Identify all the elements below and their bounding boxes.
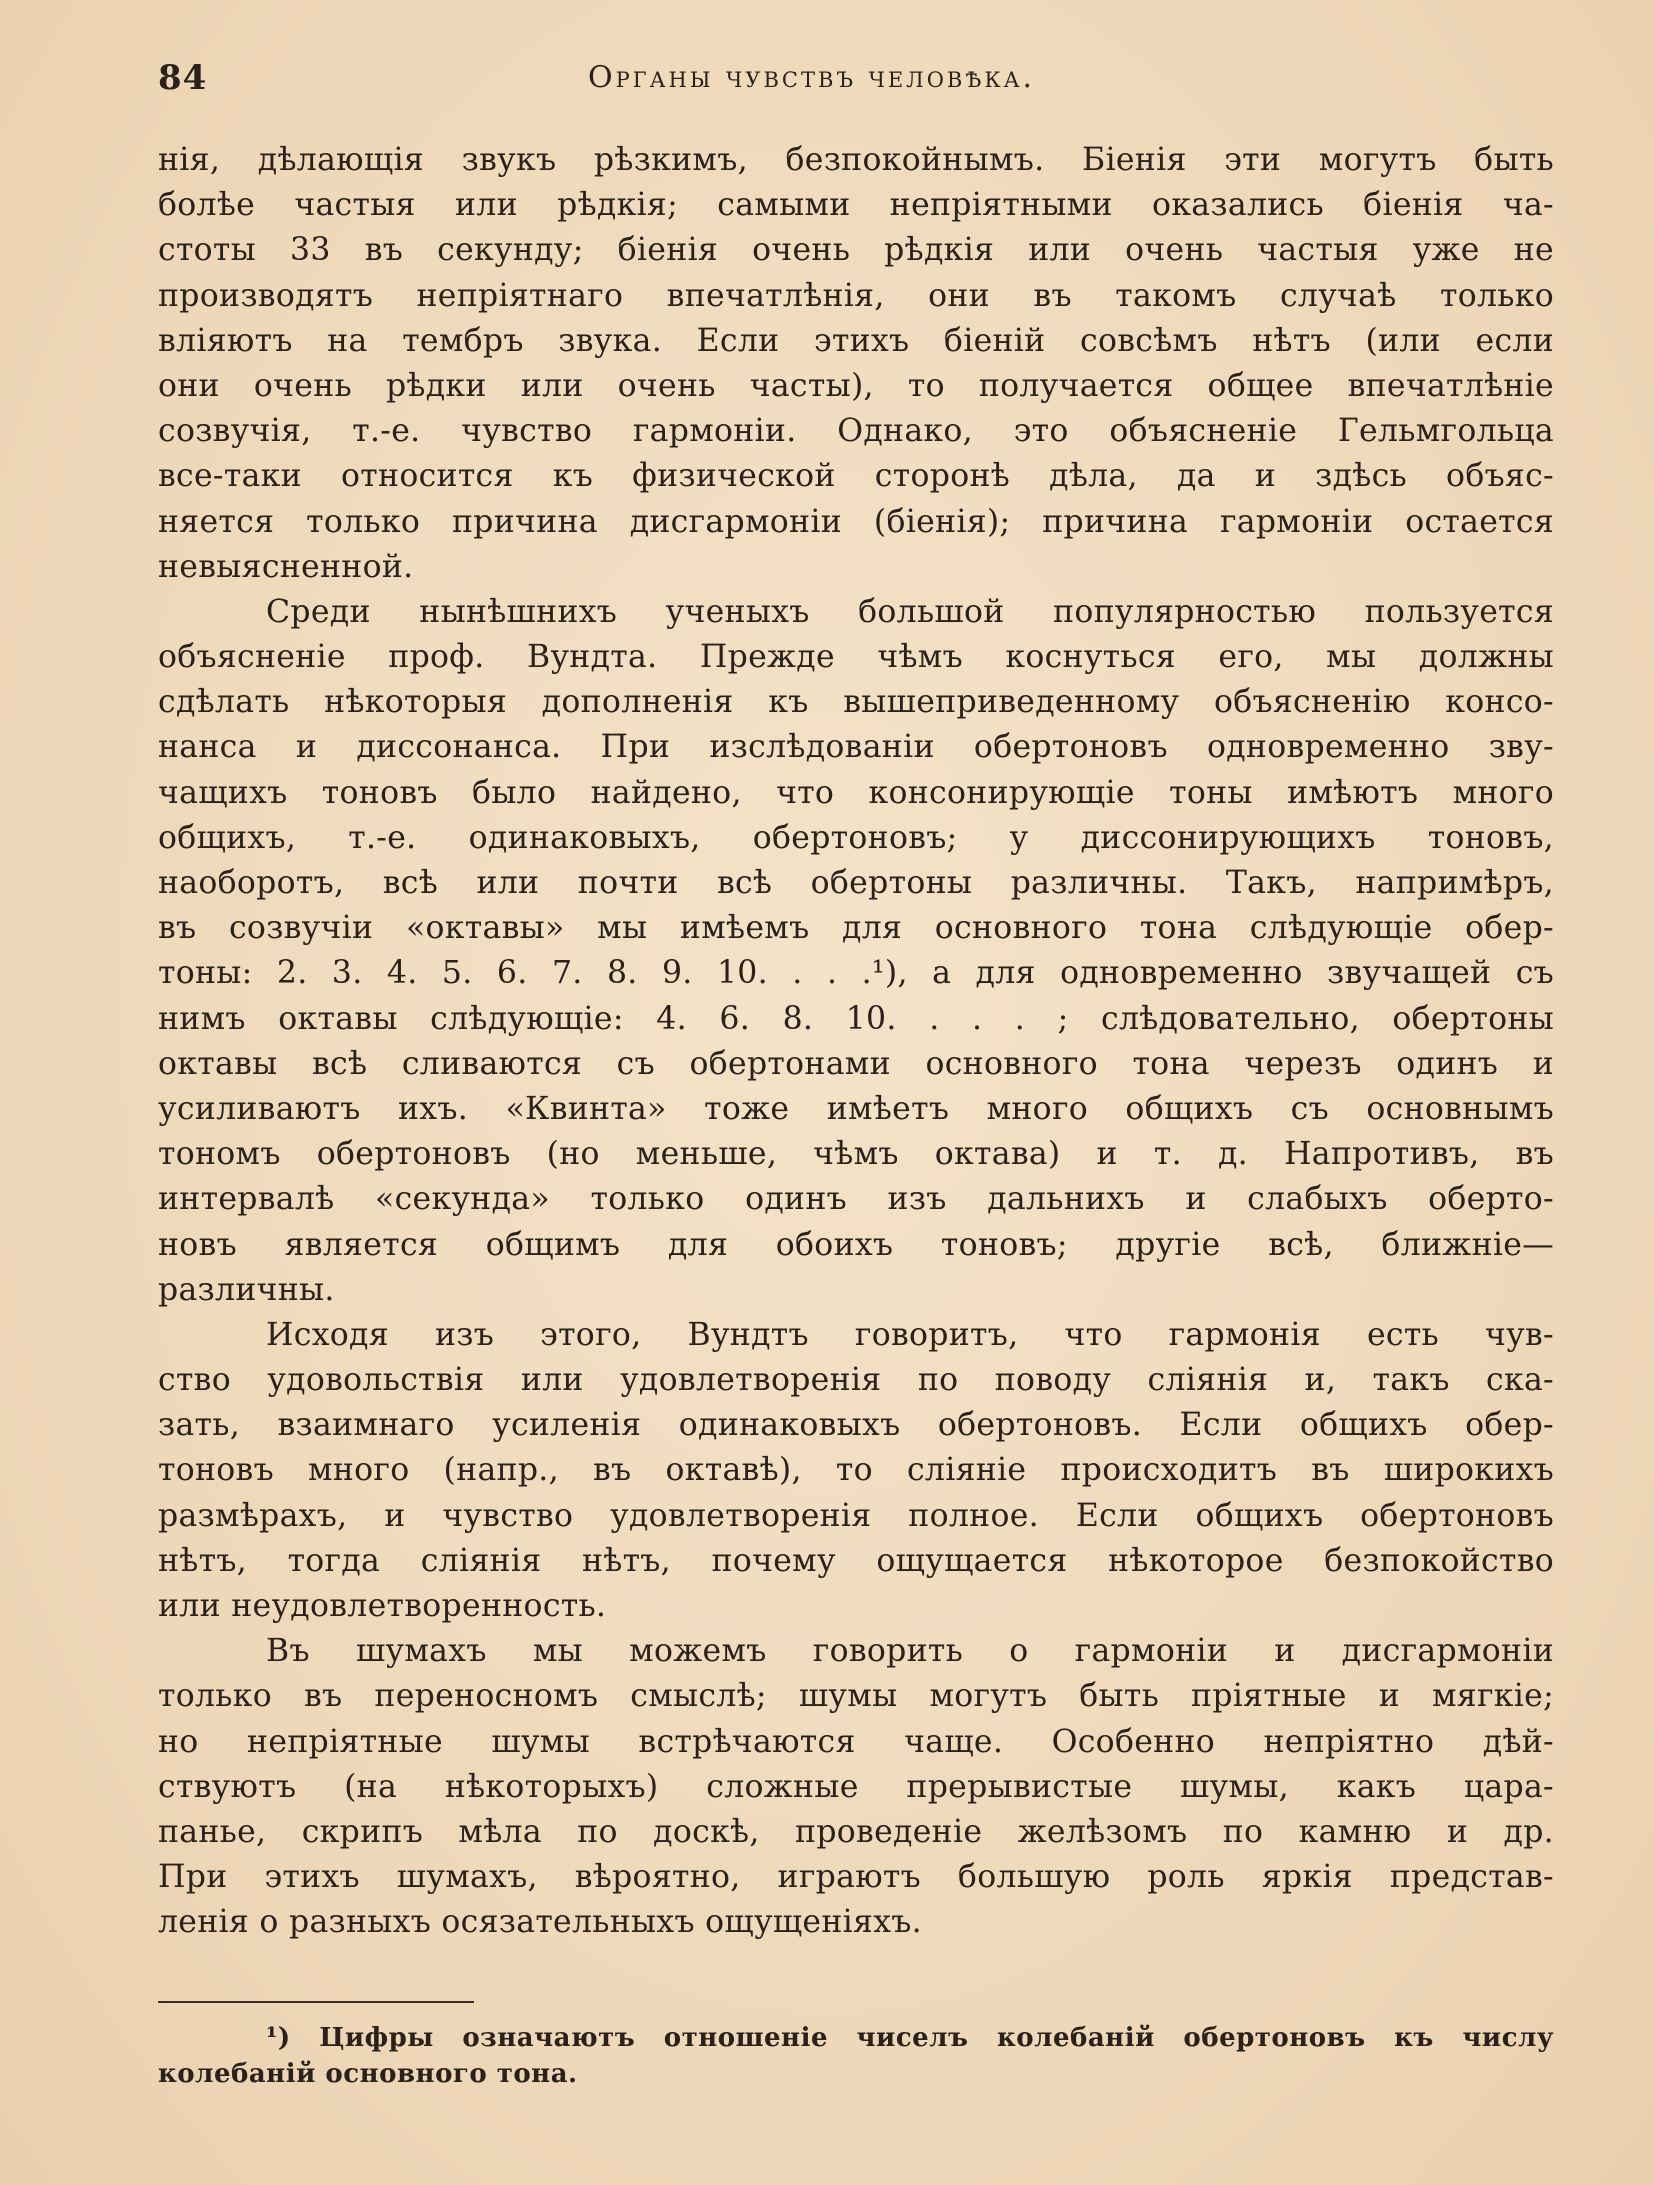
text-line: При этихъ шумахъ, вѣроятно, играютъ большую роль яркія представ- bbox=[158, 1859, 1554, 1896]
text-line: наоборотъ, всѣ или почти всѣ обертоны различны. Такъ, напримѣръ, bbox=[158, 865, 1554, 901]
text-line: тономъ обертоновъ (но меньше, чѣмъ октава) и т. д. Напротивъ, въ bbox=[158, 1136, 1554, 1173]
page-header bbox=[158, 58, 1558, 108]
text-line: стоты 33 въ секунду; біенія очень рѣдкія или очень частыя уже не bbox=[158, 232, 1554, 269]
text-line: няется только причина дисгармоніи (біенія); причина гармоніи остается bbox=[158, 503, 1554, 540]
running-title: Органы чувствъ человѣка. bbox=[588, 60, 1036, 95]
footnote-divider bbox=[158, 2001, 474, 2003]
text-line: нѣтъ, тогда сліянія нѣтъ, почему ощущается нѣкоторое безпокойство bbox=[158, 1542, 1554, 1579]
text-line: октавы всѣ сливаются съ обертонами основного тона черезъ одинъ и bbox=[158, 1045, 1554, 1082]
text-line: общихъ, т.-е. одинаковыхъ, обертоновъ; у диссонирующихъ тоновъ, bbox=[158, 819, 1554, 856]
text-line: ленія о разныхъ осязательныхъ ощущеніяхъ. bbox=[158, 1904, 922, 1941]
text-line: Среди нынѣшнихъ ученыхъ большой популярностью пользуется bbox=[266, 593, 1554, 630]
text-line: болѣе частыя или рѣдкія; самыми непріятными оказались біенія ча- bbox=[158, 187, 1554, 224]
text-line: тоны: 2. 3. 4. 5. 6. 7. 8. 9. 10. . . .¹), а для одновременно звучащей съ bbox=[158, 955, 1554, 992]
footnote bbox=[158, 2020, 1554, 2092]
text-line: созвучія, т.-е. чувство гармоніи. Однако, это объясненіе Гельмгольца bbox=[158, 413, 1554, 450]
text-line: они очень рѣдки или очень часты), то получается общее впечатлѣніе bbox=[158, 367, 1554, 404]
text-line: различны. bbox=[158, 1271, 335, 1308]
text-line: или неудовлетворенность. bbox=[158, 1588, 607, 1624]
footnote-line: ¹) Цифры означаютъ отношеніе чиселъ колебаній обертоновъ къ числу bbox=[266, 2023, 1554, 2053]
text-line: вліяютъ на тембръ звука. Если этихъ біеній совсѣмъ нѣтъ (или если bbox=[158, 322, 1554, 359]
text-line: зать, взаимнаго усиленія одинаковыхъ обертоновъ. Если общихъ обер- bbox=[158, 1407, 1554, 1444]
text-line: Исходя изъ этого, Вундтъ говоритъ, что гармонія есть чув- bbox=[266, 1316, 1554, 1353]
text-line: чащихъ тоновъ было найдено, что консонирующіе тоны имѣютъ много bbox=[158, 774, 1554, 811]
text-line: Въ шумахъ мы можемъ говорить о гармоніи и дисгармоніи bbox=[266, 1633, 1554, 1670]
text-line: только въ переносномъ смыслѣ; шумы могутъ быть пріятные и мягкіе; bbox=[158, 1678, 1554, 1715]
text-line: объясненіе проф. Вундта. Прежде чѣмъ коснуться его, мы должны bbox=[158, 639, 1554, 676]
text-line: ство удовольствія или удовлетворенія по поводу сліянія и, такъ ска- bbox=[158, 1362, 1554, 1399]
text-line: новъ является общимъ для обоихъ тоновъ; другіе всѣ, ближніе— bbox=[158, 1226, 1554, 1263]
text-line: въ созвучіи «октавы» мы имѣемъ для основного тона слѣдующіе обер- bbox=[158, 910, 1554, 947]
text-line: но непріятные шумы встрѣчаются чаще. Особенно непріятно дѣй- bbox=[158, 1723, 1554, 1760]
text-line: все-таки относится къ физической сторонѣ дѣла, да и здѣсь объяс- bbox=[158, 458, 1554, 495]
text-line: невыясненной. bbox=[158, 548, 414, 585]
main-text bbox=[158, 138, 1554, 1946]
text-line: ствуютъ (на нѣкоторыхъ) сложные прерывистые шумы, какъ цара- bbox=[158, 1768, 1554, 1805]
text-line: нія, дѣлающія звукъ рѣзкимъ, безпокойнымъ. Біенія эти могутъ быть bbox=[158, 142, 1554, 178]
text-line: панье, скрипъ мѣла по доскѣ, проведеніе желѣзомъ по камню и др. bbox=[158, 1813, 1554, 1850]
text-line: тоновъ много (напр., въ октавѣ), то сліяніе происходитъ въ широкихъ bbox=[158, 1452, 1554, 1489]
text-line: размѣрахъ, и чувство удовлетворенія полное. Если общихъ обертоновъ bbox=[158, 1497, 1554, 1534]
text-line: нанса и диссонанса. При изслѣдованіи обертоновъ одновременно зву- bbox=[158, 729, 1554, 766]
footnote-line: колебаній основного тона. bbox=[158, 2059, 578, 2089]
text-line: интервалѣ «секунда» только одинъ изъ дальнихъ и слабыхъ оберто- bbox=[158, 1181, 1554, 1218]
page-number: 84 bbox=[158, 58, 208, 98]
text-line: сдѣлать нѣкоторыя дополненія къ вышеприведенному объясненію консо- bbox=[158, 684, 1554, 721]
text-line: нимъ октавы слѣдующіе: 4. 6. 8. 10. . . . ; слѣдовательно, обертоны bbox=[158, 1000, 1554, 1037]
text-line: производятъ непріятнаго впечатлѣнія, они въ такомъ случаѣ только bbox=[158, 277, 1554, 314]
text-line: усиливаютъ ихъ. «Квинта» тоже имѣетъ много общихъ съ основнымъ bbox=[158, 1090, 1554, 1127]
